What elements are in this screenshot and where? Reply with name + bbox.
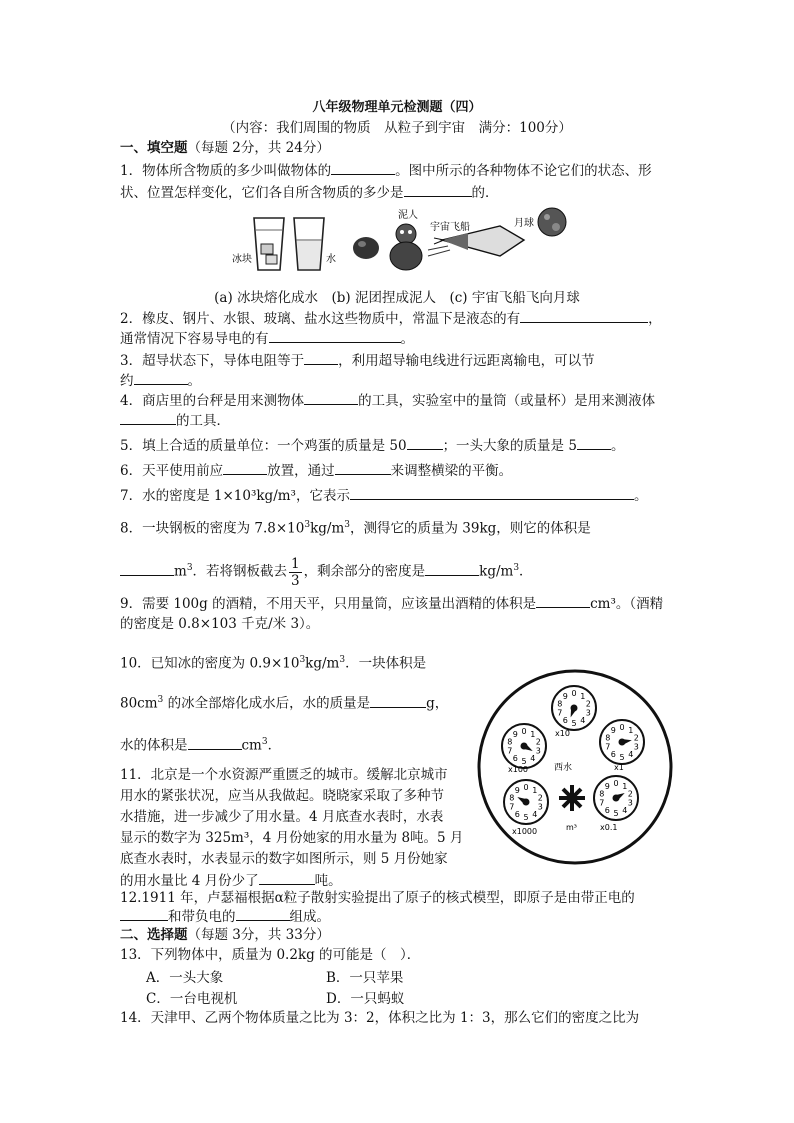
- q6-text-a: 6．天平使用前应: [120, 463, 224, 479]
- q10-text-h: cm: [241, 737, 262, 754]
- q10-text-g: 水的体积是: [120, 737, 188, 754]
- question-3-line-1: [120, 350, 595, 371]
- dial-digit: 3: [633, 742, 639, 752]
- q10-sup-2: 3: [339, 655, 346, 665]
- fraction-numerator: 1: [291, 555, 300, 572]
- question-10-line-2: [120, 690, 448, 714]
- q3-blank-2[interactable]: [134, 370, 188, 385]
- q2-text-d: 。: [400, 331, 414, 347]
- dial-digit: 5: [619, 753, 625, 762]
- dial-digit: 9: [562, 691, 568, 701]
- dial-digit: 4: [580, 716, 586, 726]
- dial-digit: 8: [509, 793, 515, 803]
- question-4-line-2: [120, 410, 230, 431]
- dial-digit: 2: [633, 733, 639, 743]
- q8-text-a: 8．一块钢板的密度为 7.8×10: [120, 520, 305, 537]
- section-2-score: （每题 3分，共 33分）: [187, 927, 330, 943]
- dial-digit: 4: [622, 806, 628, 816]
- q3-blank-1[interactable]: [304, 350, 338, 365]
- question-12-line-1: 12.1911 年，卢瑟福根据α粒子散射实验提出了原子的核式模型，即原子是由带正电的: [120, 890, 635, 906]
- dial-hub: [613, 795, 620, 802]
- section-2-title: 二、选择题: [120, 927, 188, 943]
- dial-digit: 2: [627, 789, 633, 799]
- dial-digit: 1: [628, 725, 634, 735]
- q10-text-e: 的冰全部熔化成水后，水的质量是: [163, 695, 371, 712]
- page-subtitle: （内容：我们周围的物质 从粒子到宇宙 满分：100分）: [222, 120, 572, 136]
- label-ice: 冰块: [232, 254, 252, 265]
- q3-text-b: ，利用超导输电线进行远距离输电，可以节: [338, 353, 595, 369]
- dial-digit: 6: [604, 806, 610, 816]
- q8-text-g: kg/m: [479, 563, 514, 580]
- q12-blank-1[interactable]: [120, 906, 168, 921]
- dial-x1: [600, 720, 644, 764]
- q11-text-b: 吨。: [314, 873, 342, 889]
- q10-text-f: g，: [426, 695, 449, 712]
- label-moon: 月球: [514, 218, 534, 229]
- dial-hub: [619, 739, 626, 746]
- page-title: 八年级物理单元检测题（四）: [312, 100, 482, 115]
- q10-text-a: 10．已知冰的密度为 0.9×10: [120, 655, 300, 672]
- q5-text-c: 。: [610, 438, 625, 454]
- fraction-denominator: 3: [291, 572, 300, 589]
- q2-blank-1[interactable]: [520, 308, 648, 323]
- dial-digit: 4: [532, 810, 538, 820]
- q1-blank-1[interactable]: [331, 160, 395, 175]
- q8-text-d: m: [174, 563, 187, 580]
- dial-digit: 9: [512, 729, 518, 739]
- section-2-heading: [120, 925, 330, 945]
- q8-text-e: ．若将钢板截去: [192, 563, 288, 580]
- q10-sup-4: 3: [261, 737, 268, 747]
- dial-digit: 9: [604, 781, 610, 791]
- dial-digit: 7: [557, 708, 563, 718]
- q8-text-b: kg/m: [310, 520, 345, 537]
- dial-digit: 2: [585, 699, 591, 709]
- q1-text-c: 状、位置怎样变化，它们各自所含物质的多少是: [120, 185, 404, 201]
- q3-text-a: 3．超导状态下，导体电阻等于: [120, 353, 305, 369]
- q11-blank-1[interactable]: [259, 870, 315, 885]
- dial-digit: 1: [532, 785, 538, 795]
- question-7: [120, 485, 647, 506]
- question-3-line-2: [120, 370, 201, 391]
- q5-text-b: ；一头大象的质量是 5: [442, 438, 577, 454]
- question-4-line-1: [120, 390, 655, 411]
- water-meter-figure: [476, 668, 674, 866]
- q13-option-a[interactable]: A．一头大象: [146, 970, 224, 986]
- dial-digit: 5: [613, 809, 619, 818]
- q8-blank-1[interactable]: [120, 561, 174, 576]
- dial-digit: 8: [605, 733, 611, 743]
- dial-digit: 5: [521, 757, 527, 766]
- q12-text-b: 组成。: [289, 909, 330, 925]
- dial-label-x01: x0.1: [600, 823, 618, 832]
- q2-text-a: 2．橡皮、钢片、水银、玻璃、盐水这些物质中，常温下是液态的有: [120, 311, 521, 327]
- q10-text-i: ．: [267, 737, 282, 754]
- q13-option-c[interactable]: C．一台电视机: [146, 991, 238, 1007]
- question-11-line-5: 底查水表时，水表显示的数字如图所示，则 5 月份她家: [120, 851, 448, 867]
- dial-digit: 4: [530, 754, 536, 764]
- q7-blank-1[interactable]: [350, 485, 634, 500]
- q8-sup-4: 3: [513, 563, 520, 573]
- meter-unit-label: m³: [566, 823, 577, 832]
- dial-digit: 6: [562, 716, 568, 726]
- question-2-line-2: [120, 328, 414, 349]
- dial-digit: 0: [571, 689, 577, 698]
- dial-digit: 3: [585, 708, 591, 718]
- q3-text-c: 约: [120, 373, 134, 389]
- q2-text-c: 通常情况下容易导电的有: [120, 331, 269, 347]
- dial-digit: 8: [557, 699, 563, 709]
- dial-digit: 1: [580, 691, 586, 701]
- q6-text-c: 来调整横梁的平衡。: [390, 463, 513, 479]
- q9-blank-1[interactable]: [536, 593, 590, 608]
- q6-blank-1[interactable]: [223, 460, 267, 475]
- q5-blank-2[interactable]: [577, 435, 611, 450]
- question-11-line-3: 水措施，进一步减少了用水量。4 月底查水表时，水表: [120, 809, 444, 825]
- dial-digit: 7: [507, 746, 513, 756]
- question-2-line-1: [120, 308, 662, 329]
- q8-sup-1: 3: [304, 520, 311, 530]
- q2-text-b: ，: [648, 311, 662, 327]
- q10-text-c: ．一块体积是: [345, 655, 427, 672]
- q8-text-h: ．: [519, 563, 533, 580]
- dial-digit: 2: [535, 737, 541, 747]
- dial-x100: [502, 724, 546, 768]
- q11-text-a: 的用水量比 4 月份少了: [120, 873, 259, 889]
- q4-blank-2[interactable]: [120, 410, 176, 425]
- dial-digit: 8: [599, 789, 605, 799]
- q1-text-b: 。图中所示的各种物体不论它们的状态、形: [395, 163, 652, 179]
- dial-label-x100: x100: [508, 765, 529, 774]
- q8-text-f: ，剩余部分的密度是: [303, 563, 426, 580]
- q10-text-b: kg/m: [305, 655, 340, 672]
- meter-center-label: 西水: [554, 763, 573, 773]
- q4-text-b: 的工具，实验室中的量筒（或量杯）是用来测液体: [358, 393, 656, 409]
- q1-blank-2[interactable]: [404, 182, 472, 197]
- q4-text-a: 4．商店里的台秤是用来测物体: [120, 393, 305, 409]
- question-1-line-1: [120, 160, 652, 181]
- dial-digit: 0: [613, 779, 619, 788]
- q1-text-d: 的．: [471, 185, 499, 201]
- question-14-stem: 14．天津甲、乙两个物体质量之比为 3：2，体积之比为 1：3，那么它们的密度之比为: [120, 1010, 640, 1026]
- dial-digit: 6: [610, 750, 616, 760]
- q1-text-a: 1．物体所含物质的多少叫做物体的: [120, 163, 332, 179]
- q5-blank-1[interactable]: [407, 435, 443, 450]
- dial-digit: 4: [628, 750, 634, 760]
- dial-digit: 2: [537, 793, 543, 803]
- q8-sup-2: 3: [344, 520, 350, 530]
- q4-text-c: 的工具．: [176, 413, 230, 429]
- clay-lump-icon: [353, 237, 379, 259]
- dial-digit: 3: [537, 802, 543, 812]
- q10-sup-3: 3: [157, 695, 164, 705]
- dial-digit: 9: [514, 785, 520, 795]
- dial-x01: [594, 776, 638, 820]
- figure-1-caption: (a) 冰块熔化成水 (b) 泥团捏成泥人 (c) 宇宙飞船飞向月球: [214, 290, 580, 306]
- dial-hub: [521, 743, 528, 750]
- q8-blank-2[interactable]: [425, 561, 479, 576]
- question-11-line-4: 显示的数字为 325m³，4 月份她家的用水量为 8吨。5 月: [120, 830, 464, 846]
- q13-option-b[interactable]: B．一只苹果: [326, 970, 404, 986]
- q10-text-d: 80cm: [120, 695, 158, 712]
- q2-blank-2[interactable]: [269, 328, 401, 343]
- dial-digit: 0: [619, 723, 625, 732]
- question-9-line-2: 的密度是 0.8×103 千克/米 3）。: [120, 616, 320, 632]
- q10-blank-1[interactable]: [370, 693, 426, 708]
- q8-sup-3: 3: [186, 563, 193, 573]
- q12-blank-2[interactable]: [236, 906, 290, 921]
- question-6: [120, 460, 512, 481]
- dial-digit: 0: [521, 727, 527, 736]
- q13-option-d[interactable]: D．一只蚂蚁: [326, 991, 405, 1007]
- dial-digit: 1: [530, 729, 536, 739]
- clay-figure-icon: [390, 224, 422, 270]
- q3-text-d: 。: [187, 373, 201, 389]
- q5-text-a: 5．填上合适的质量单位：一个鸡蛋的质量是 50: [120, 438, 407, 454]
- dial-digit: 5: [571, 719, 577, 728]
- question-10-line-3: [120, 732, 281, 756]
- dial-digit: 7: [599, 798, 605, 808]
- dial-digit: 6: [514, 810, 520, 820]
- dial-x10: [552, 686, 596, 730]
- question-5: [120, 435, 624, 456]
- question-10-line-1: [120, 650, 426, 674]
- moon-icon: [538, 208, 566, 236]
- dial-hub: [571, 705, 578, 712]
- q9-text-b: cm³。（酒精: [590, 596, 664, 612]
- q7-text-a: 7．水的密度是 1×10³kg/m³，它表示: [120, 488, 350, 504]
- dial-digit: 3: [627, 798, 633, 808]
- question-11-line-1: 11．北京是一个水资源严重匮乏的城市。缓解北京城市: [120, 767, 448, 783]
- q10-sup-1: 3: [299, 655, 306, 665]
- section-1-score: （每题 2分，共 24分）: [187, 140, 330, 156]
- fraction-one-third: [289, 556, 302, 589]
- dial-digit: 0: [523, 783, 529, 792]
- question-12-line-2: [120, 906, 330, 927]
- q6-text-b: 放置，通过: [267, 463, 335, 479]
- q10-blank-2[interactable]: [188, 735, 242, 750]
- label-clayman: 泥人: [398, 210, 418, 221]
- q12-text-a: 和带负电的: [168, 909, 236, 925]
- question-9-line-1: [120, 593, 663, 614]
- dial-label-x1: x1: [614, 763, 624, 772]
- label-water: 水: [326, 254, 336, 265]
- dial-digit: 7: [605, 742, 611, 752]
- dial-digit: 5: [523, 813, 529, 822]
- dial-label-x10: x10: [555, 729, 570, 738]
- question-11-line-2: 用水的紧张状况，应当从我做起。晓晓家采取了多种节: [120, 788, 444, 804]
- water-glass-icon: [294, 218, 324, 270]
- section-1-heading: [120, 138, 330, 158]
- dial-label-x1000: x1000: [512, 827, 538, 836]
- q4-blank-1[interactable]: [304, 390, 358, 405]
- dial-digit: 9: [610, 725, 616, 735]
- section-1-title: 一、填空题: [120, 140, 188, 156]
- q7-text-b: 。: [633, 488, 648, 504]
- dial-digit: 3: [535, 746, 541, 756]
- dial-digit: 8: [507, 737, 513, 747]
- question-8-line-2: [120, 548, 533, 592]
- question-8-line-1: [120, 515, 591, 539]
- figure-1-illustration: [228, 200, 574, 280]
- dial-digit: 6: [512, 754, 518, 764]
- dial-hub: [523, 799, 530, 806]
- dial-digit: 7: [509, 802, 515, 812]
- q6-blank-2[interactable]: [335, 460, 391, 475]
- question-13-stem: 13．下列物体中，质量为 0.2kg 的可能是（ ）．: [120, 947, 421, 963]
- label-spaceship: 宇宙飞船: [430, 222, 470, 233]
- dial-digit: 1: [622, 781, 628, 791]
- ice-glass-icon: [254, 218, 284, 270]
- q9-text-a: 9．需要 100g 的酒精，不用天平，只用量筒，应该量出酒精的体积是: [120, 596, 537, 612]
- q8-text-c: ，测得它的质量为 39kg，则它的体积是: [349, 520, 591, 537]
- dial-x1000: [504, 780, 548, 824]
